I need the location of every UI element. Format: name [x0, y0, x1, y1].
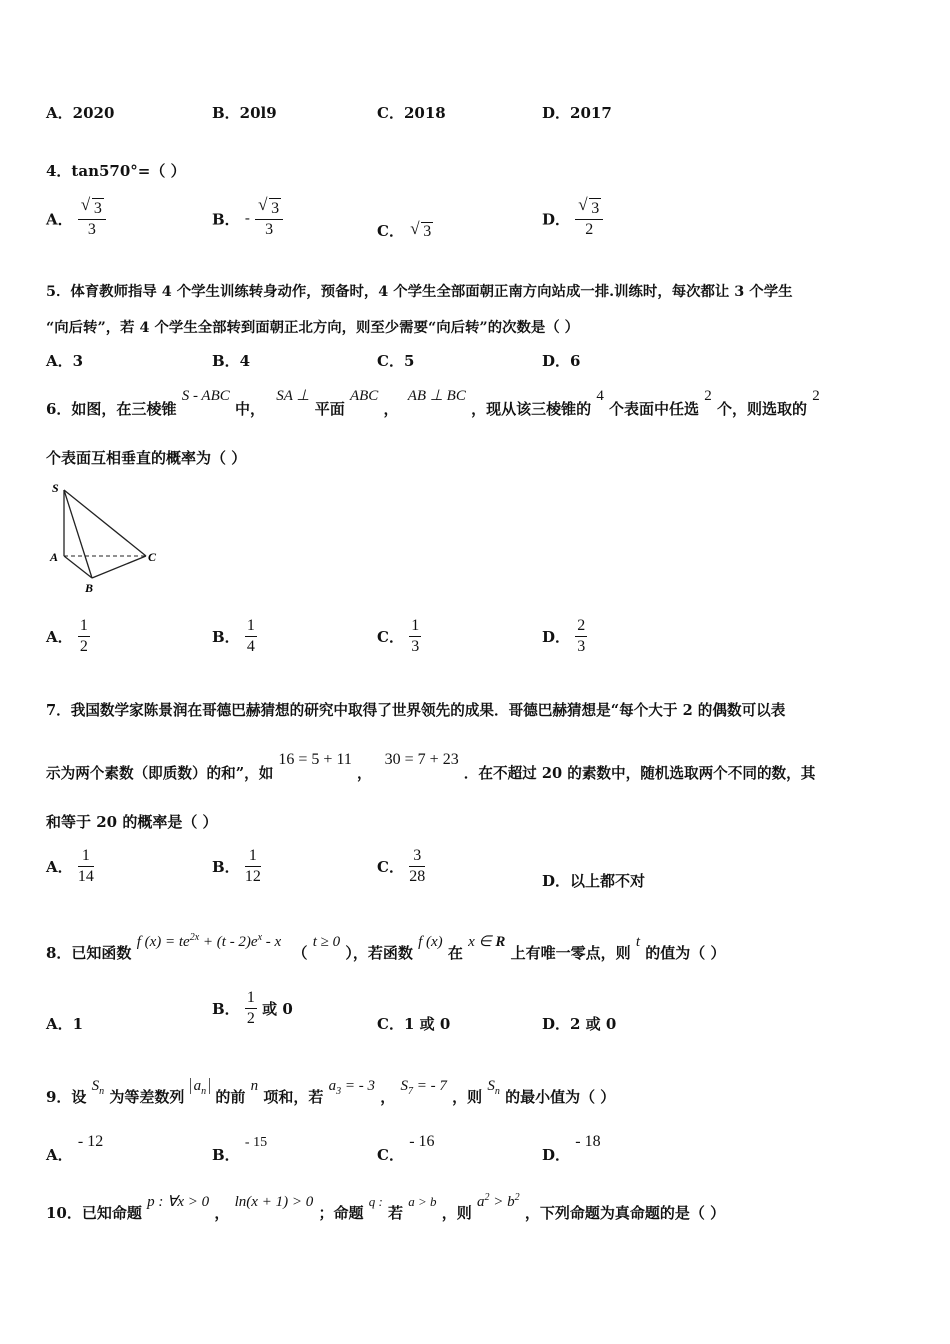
q6-text-5: ，现从该三棱锥的	[471, 400, 592, 418]
q10-text-3: ；命题	[318, 1204, 364, 1222]
q6-text-1: 6．如图，在三棱锥	[46, 400, 177, 418]
q6-option-c-label: C．	[377, 628, 404, 646]
q5-stem-line2: “向后转”，若 4 个学生全部转到面朝正北方向，则至少需要“向后转”的次数是（ ）	[46, 319, 580, 336]
edge-bc	[92, 556, 146, 578]
q4-option-b-label: B．	[212, 210, 240, 229]
q4-option-a-label: A．	[46, 210, 73, 229]
q9-option-c-value: - 16	[409, 1133, 435, 1150]
label-a: A	[50, 550, 59, 564]
edge-ab	[64, 556, 92, 578]
q5-option-a: A．3	[46, 352, 84, 370]
q8-option-b-label: B．	[212, 1000, 240, 1018]
q9-option-b	[212, 1130, 268, 1164]
q9-option-c-label: C．	[377, 1146, 404, 1164]
q7-stem-line2	[46, 748, 816, 782]
q9-stem	[46, 1074, 616, 1106]
q6-option-a-fraction: $\frac{1}{2}$	[79, 617, 88, 655]
q8-text-2: （	[292, 944, 308, 962]
q8-function: f $(x) = te^{2x} + (t - 2)e^x - x$	[136, 932, 282, 950]
q6-math-1: S - ABC	[181, 388, 230, 404]
edge-sc	[64, 490, 146, 556]
q7-option-a-fraction: $\frac{1}{14}$	[77, 847, 94, 885]
q7-option-c-label: C．	[377, 858, 404, 876]
q4-option-c	[377, 220, 433, 241]
q10-text-5: ，则	[441, 1204, 472, 1222]
q9-option-b-label: B．	[212, 1146, 240, 1164]
q4-d-numerator: √ 3	[589, 198, 601, 219]
q7-option-c-fraction: $\frac{3}{28}$	[409, 847, 426, 885]
edge-sb	[64, 490, 92, 578]
q9-text-1: 9．设	[46, 1088, 87, 1106]
q9-option-d	[542, 1130, 601, 1164]
q6-text-6: 个表面中任选	[609, 400, 700, 418]
q7-text-3: ．在不超过 20 的素数中，随机选取两个不同的数，其	[463, 765, 816, 782]
q7-stem-line1: 7．我国数学家陈景润在哥德巴赫猜想的研究中取得了世界领先的成果．哥德巴赫猜想是“每个大于 2 的偶数可以表	[46, 702, 786, 719]
q8-text-4: 在	[447, 944, 463, 962]
q8-text-1: 8．已知函数	[46, 944, 132, 962]
q8-option-a: A．1	[46, 1015, 84, 1033]
q6-option-c	[377, 616, 421, 657]
q9-text-6: ，则	[452, 1088, 483, 1106]
q10-math-3: q :	[368, 1194, 383, 1209]
q4-a-denominator: 3	[87, 221, 96, 238]
q5-option-d: D．6	[542, 352, 581, 370]
q7-option-a	[46, 846, 94, 887]
q6-math-3: ABC	[349, 388, 379, 404]
q10-text-1: 10．已知命题	[46, 1204, 142, 1222]
q7-math-1: 16 = 5 + 11	[278, 751, 352, 768]
q8-option-d: D．2 或 0	[542, 1015, 617, 1033]
q6-math-4: AB ⊥ BC	[407, 388, 466, 404]
q8-text-5: 上有唯一零点，则	[510, 944, 631, 962]
label-c: C	[148, 550, 157, 564]
q9-math-s7: $S_7$ = - 7	[400, 1078, 447, 1097]
q4-d-denominator: 2	[585, 221, 594, 238]
q9-math-an: $a_n$	[190, 1078, 211, 1094]
q7-option-c	[377, 846, 425, 887]
q4-stem: 4．tan570°=（ ）	[46, 162, 186, 180]
q4-option-a-fraction	[78, 198, 106, 240]
q3-option-b: B．20l9	[212, 104, 277, 122]
q6-text-3: 平面	[314, 400, 345, 418]
label-s: S	[52, 481, 59, 495]
q10-text-6: ，下列命题为真命题的是（ ）	[524, 1204, 726, 1222]
q6-option-a-label: A．	[46, 628, 73, 646]
q6-option-d-fraction: $\frac{2}{3}$	[577, 617, 586, 655]
q6-option-d-label: D．	[542, 628, 571, 646]
q10-text-2: ，	[214, 1204, 230, 1222]
q4-option-c-value: √ 3	[421, 222, 433, 241]
q4-option-b-sign: -	[244, 210, 250, 227]
q8-text-6: 的值为（ ）	[645, 944, 726, 962]
q10-stem	[46, 1190, 726, 1222]
q9-text-2: 为等差数列	[109, 1088, 185, 1106]
q8-math-4: x ∈ R	[468, 934, 506, 950]
q6-math-2: SA ⊥	[276, 388, 310, 404]
q9-option-d-value: - 18	[575, 1133, 601, 1150]
q7-option-d: D．以上都不对	[542, 872, 646, 890]
q6-stem-line2: 个表面互相垂直的概率为（ ）	[46, 449, 247, 467]
q9-option-a	[46, 1130, 104, 1164]
tetrahedron-figure	[40, 478, 170, 600]
q6-math-5: 4	[596, 388, 604, 404]
q8-math-2: t ≥ 0	[312, 934, 341, 950]
q9-option-b-value: - 15	[244, 1135, 268, 1150]
q6-math-6: 2	[704, 388, 712, 404]
q7-option-a-label: A．	[46, 858, 73, 876]
q7-option-b-fraction: $\frac{1}{12}$	[244, 847, 261, 885]
q5-option-b: B．4	[212, 352, 251, 370]
q4-a-numerator: √ 3	[92, 198, 104, 219]
q3-option-a: A．2020	[46, 104, 115, 122]
q10-math-2: ln(x + 1) > 0	[234, 1194, 314, 1210]
q6-stem-line1	[46, 384, 820, 418]
q9-math-sn2: $S_n$	[487, 1078, 500, 1097]
q8-text-3: ），若函数	[345, 944, 413, 962]
q9-text-5: ，	[380, 1088, 396, 1106]
q8-option-b-fraction: $\frac{1}{2}$	[246, 989, 255, 1027]
q9-text-4: 项和，若	[263, 1088, 324, 1106]
q7-option-b	[212, 846, 261, 887]
q4-option-d	[542, 198, 603, 240]
q7-stem-line3: 和等于 20 的概率是（ ）	[46, 813, 218, 831]
q9-text-7: 的最小值为（ ）	[505, 1088, 616, 1106]
q8-option-b	[212, 988, 293, 1029]
q6-option-b-label: B．	[212, 628, 240, 646]
label-b: B	[85, 581, 94, 595]
q7-math-2: 30 = 7 + 23	[384, 751, 459, 768]
q5-stem-line1: 5．体育教师指导 4 个学生训练转身动作，预备时，4 个学生全部面朝正南方向站成一排.训练时，每次都让 3 个学生	[46, 283, 793, 300]
q8-math-5: t	[635, 934, 641, 950]
q5-option-c: C．5	[377, 352, 415, 370]
q4-option-d-fraction	[575, 198, 603, 240]
q8-math-3: f (x)	[418, 934, 443, 950]
q4-option-b-fraction	[255, 198, 283, 240]
q6-math-7: 2	[812, 388, 820, 404]
q9-option-c	[377, 1130, 435, 1164]
q4-option-c-label: C．	[377, 222, 404, 240]
q10-text-4: 若	[388, 1204, 404, 1222]
q9-math-a3: $a_3$ = - 3	[328, 1078, 375, 1097]
q6-option-d	[542, 616, 587, 657]
q7-text-1: 示为两个素数（即质数）的和”，如	[46, 765, 274, 782]
q4-b-numerator: √ 3	[269, 198, 281, 219]
q9-option-a-label: A．	[46, 1146, 73, 1164]
q9-option-d-label: D．	[542, 1146, 571, 1164]
q6-text-7: 个，则选取的	[717, 400, 808, 418]
q4-option-d-label: D．	[542, 210, 571, 229]
q8-option-c: C．1 或 0	[377, 1015, 451, 1033]
q8-stem	[46, 930, 726, 962]
q9-math-sn: $S_n$	[91, 1078, 105, 1097]
q7-option-b-label: B．	[212, 858, 240, 876]
q8-option-b-tail: 或 0	[262, 1000, 293, 1018]
q9-text-3: 的前	[215, 1088, 246, 1106]
q10-math-4: a > b	[408, 1194, 437, 1209]
q3-option-d: D．2017	[542, 104, 612, 122]
q6-text-4: ，	[383, 400, 399, 418]
q4-b-denominator: 3	[265, 221, 274, 238]
q10-math-1: p : ∀x > 0	[147, 1194, 210, 1210]
q9-option-a-value: - 12	[77, 1133, 104, 1150]
q7-text-2: ，	[356, 765, 372, 782]
q6-option-c-fraction: $\frac{1}{3}$	[411, 617, 420, 655]
q10-math-5: $a^2 > b^2$	[477, 1192, 520, 1210]
q4-option-b	[212, 198, 283, 240]
q3-option-c: C．2018	[377, 104, 446, 122]
q6-option-a	[46, 616, 90, 657]
q6-text-2: 中，	[234, 400, 265, 418]
q4-option-a	[46, 198, 106, 240]
q6-option-b-fraction: $\frac{1}{4}$	[246, 617, 255, 655]
q6-option-b	[212, 616, 257, 657]
q9-math-n: n	[250, 1078, 259, 1094]
